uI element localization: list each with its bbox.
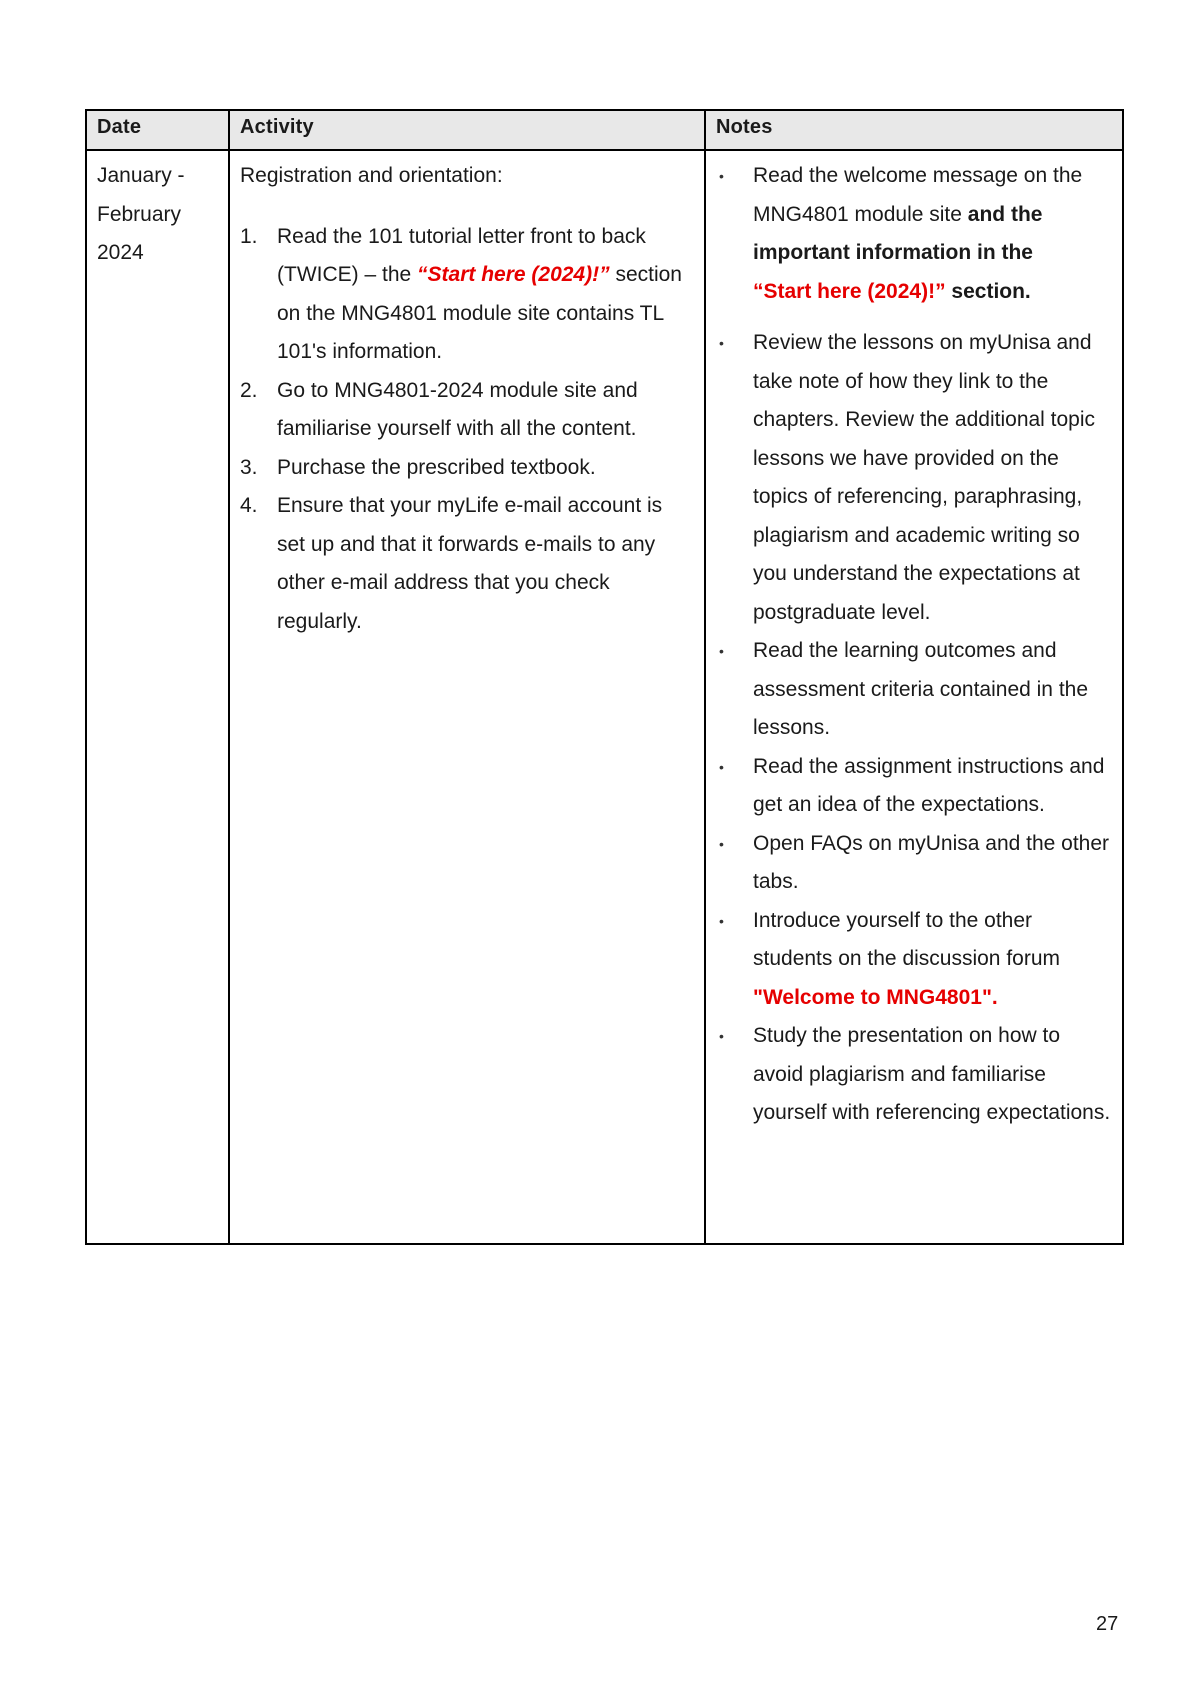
- note-text: Study the presentation on how to avoid plagiarism and familiarise yourself with referencing expectations.: [753, 1024, 1111, 1124]
- note-item-2: [716, 324, 1112, 632]
- header-notes: Notes: [705, 110, 1123, 150]
- step-text: Purchase the prescribed textbook.: [277, 455, 596, 479]
- note-item-3: [716, 632, 1112, 748]
- note-item-6: [716, 902, 1112, 1018]
- step-number: 2.: [240, 378, 258, 402]
- activity-step-2: [240, 372, 694, 449]
- note-item-7: [716, 1017, 1112, 1133]
- table-row: [86, 150, 1123, 1244]
- activity-steps: [240, 218, 694, 642]
- header-date: Date: [86, 110, 229, 150]
- step-text-after: section on the MNG4801 module site contains TL 101's information.: [277, 263, 682, 363]
- schedule-table: [85, 109, 1124, 1245]
- header-activity: Activity: [229, 110, 705, 150]
- note-text: Introduce yourself to the other students on the discussion forum: [753, 908, 1061, 970]
- date-cell: [86, 150, 229, 1244]
- note-bold-text: and the important information in the: [753, 202, 1043, 264]
- bullet-icon: •: [719, 168, 724, 184]
- activity-step-1: [240, 218, 694, 372]
- bullet-icon: •: [719, 758, 724, 775]
- bullet-icon: •: [719, 643, 724, 659]
- activity-intro: Registration and orientation:: [240, 164, 503, 187]
- step-number: 3.: [240, 455, 258, 479]
- start-here-highlight: “Start here (2024)!”: [417, 263, 610, 286]
- note-text: Review the lessons on myUnisa and take note of how they link to the chapters. Review the additional topic lessons we have provided on the topics of referencing, paraphrasing, plagiarism and academic writing so you understand the expectations at postgraduate level.: [753, 331, 1096, 624]
- note-text: Read the learning outcomes and assessment criteria contained in the lessons.: [753, 639, 1089, 739]
- bullet-icon: •: [719, 835, 724, 852]
- forum-name-highlight: "Welcome to MNG4801".: [753, 985, 998, 1009]
- note-text: Read the welcome message on the MNG4801 module site: [753, 164, 1083, 226]
- step-number: 4.: [240, 494, 258, 517]
- activity-step-3: [240, 449, 694, 488]
- activity-step-4: [240, 487, 694, 641]
- note-text: Read the assignment instructions and get an idea of the expectations.: [753, 754, 1105, 816]
- bullet-icon: •: [719, 1028, 724, 1044]
- note-item-1: [716, 157, 1112, 311]
- note-item-4: [716, 748, 1112, 825]
- bullet-icon: •: [719, 335, 724, 351]
- note-item-5: [716, 825, 1112, 902]
- notes-cell: [705, 150, 1123, 1244]
- notes-list: [716, 157, 1112, 1133]
- step-text: Read the 101 tutorial letter front to back (TWICE) – the: [277, 224, 646, 286]
- step-text: Go to MNG4801-2024 module site and familiarise yourself with all the content.: [277, 378, 638, 440]
- step-number: 1.: [240, 224, 258, 248]
- step-text: Ensure that your myLife e-mail account is set up and that it forwards e-mails to any other e-mail address that you check regularly.: [277, 494, 663, 633]
- date-text: January - February 2024: [97, 164, 185, 264]
- page-number: 27: [1096, 1613, 1119, 1635]
- start-here-highlight: “Start here (2024)!”: [753, 279, 946, 303]
- note-text: Open FAQs on myUnisa and the other tabs.: [753, 831, 1110, 893]
- table-header-row: [86, 110, 1123, 150]
- bullet-icon: •: [719, 912, 724, 929]
- activity-cell: [229, 150, 705, 1244]
- note-bold-after: section.: [945, 279, 1031, 303]
